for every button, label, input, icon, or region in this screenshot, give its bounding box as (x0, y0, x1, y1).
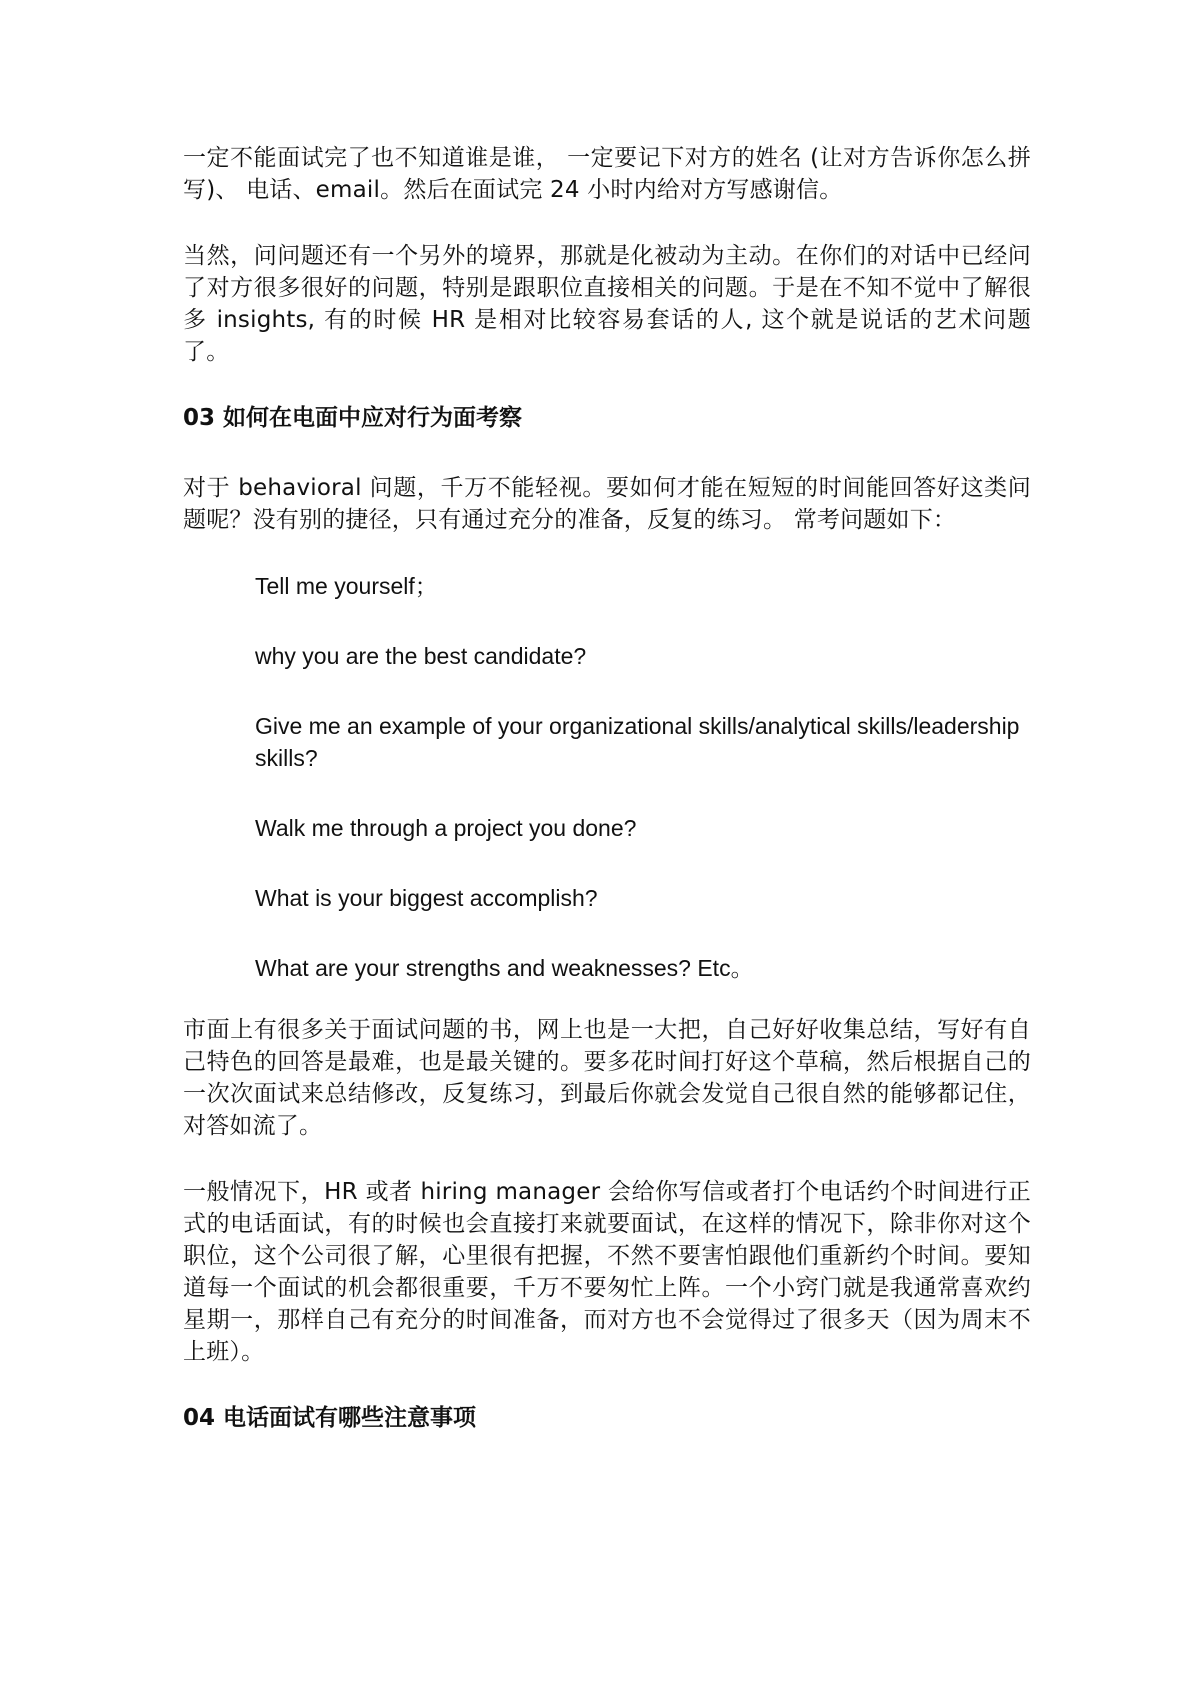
paragraph-scheduling-tips: 一般情况下，HR 或者 hiring manager 会给你写信或者打个电话约个时间进行正式的电话面试，有的时候也会直接打来就要面试，在这样的情况下，除非你对这个职位，这个公司很了解，心里很有把握，不然不要害怕跟他们重新约个时间。要知道每一个面试的机会都很重要，千万不要匆忙上阵。一个小窍门就是我通常喜欢约星期一，那样自己有充分的时间准备，而对方也不会觉得过了很多天（因为周末不上班）。 (183, 1179, 1031, 1365)
question-item: why you are the best candidate? (255, 643, 587, 669)
paragraph-prepare-answers: 市面上有很多关于面试问题的书，网上也是一大把，自己好好收集总结，写好有自己特色的回答是最难，也是最关键的。要多花时间打好这个草稿，然后根据自己的一次次面试来总结修改，反复练习，到最后你就会发觉自己很自然的能够都记住，对答如流了。 (183, 1017, 1031, 1139)
question-item: Walk me through a project you done? (255, 815, 637, 841)
document-body (183, 142, 1031, 1472)
question-list (183, 570, 1031, 984)
section-heading-03: 03 如何在电面中应对行为面考察 (183, 405, 523, 431)
paragraph-record-contact: 一定不能面试完了也不知道谁是谁， 一定要记下对方的姓名 (让对方告诉你怎么拼写)、 电话、email。然后在面试完 24 小时内给对方写感谢信。 (183, 145, 1031, 203)
paragraph-behavioral-intro: 对于 behavioral 问题，千万不能轻视。要如何才能在短短的时间能回答好这类问题呢？没有别的捷径，只有通过充分的准备，反复的练习。 常考问题如下： (183, 475, 1031, 533)
question-item: What are your strengths and weaknesses? Etc。 (255, 955, 754, 981)
question-item: What is your biggest accomplish? (255, 885, 598, 911)
section-heading-04: 04 电话面试有哪些注意事项 (183, 1405, 477, 1431)
question-item: Tell me yourself； (255, 573, 438, 599)
paragraph-ask-questions: 当然，问问题还有一个另外的境界，那就是化被动为主动。在你们的对话中已经问了对方很多很好的问题，特别是跟职位直接相关的问题。于是在不知不觉中了解很多 insights, 有的时候 HR 是相对比较容易套话的人, 这个就是说话的艺术问题了。 (183, 243, 1031, 365)
question-item: Give me an example of your organizational skills/analytical skills/leadership skills? (255, 713, 1020, 771)
